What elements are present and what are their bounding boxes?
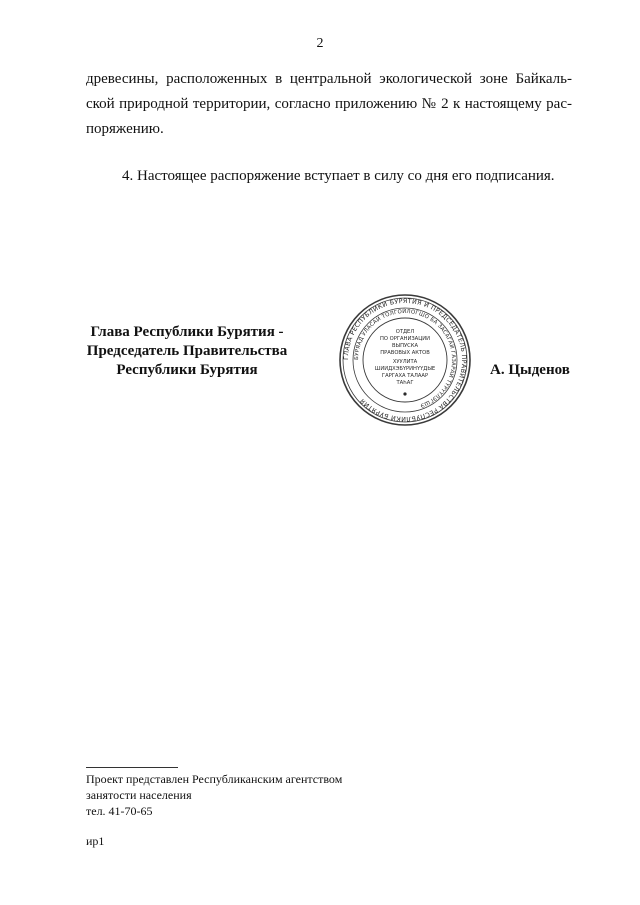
page-number: 2 (316, 36, 324, 51)
signatory-title (60, 323, 314, 380)
footnote-divider (86, 767, 178, 768)
signatory-name: А. Цыденов (490, 362, 570, 378)
document-code: ир1 (86, 834, 105, 848)
paragraph-3-continuation (86, 67, 572, 142)
seal-center-line: ГАРГАХА ТАЛААР (381, 373, 429, 379)
seal-center-line: ОТДЕЛ (395, 329, 415, 335)
seal-center-line: ПРАВОВЫХ АКТОВ (380, 350, 430, 356)
seal-center-line: ШИИДХЭБҮРИНҮҮДЫЕ (374, 366, 436, 372)
seal-center-line: ХУУЛИТА (392, 359, 418, 365)
seal-inner-ring-text: БУРЯАД УЛАСАЙ ТОЛГОЙЛОГШО БА ЗАСАГАЙ ГАЗАРАЙ ТҮРҮҮЛЭГШЭ (353, 308, 457, 409)
seal-center-line: ВЫПУСКА (391, 343, 419, 349)
paragraph-4: 4. Настоящее распоряжение вступает в силу со дня его подписания. (122, 168, 555, 184)
signatory-title-line: Председатель Правительства (86, 343, 288, 359)
signatory-title-line: Республики Бурятия (116, 362, 258, 378)
footnote-line: тел. 41-70-65 (86, 804, 153, 818)
signatory-title-line: Глава Республики Бурятия - (90, 324, 284, 340)
seal-dot (403, 392, 406, 395)
footnote-line: Проект представлен Республиканским агентством (86, 772, 343, 786)
footnote-line: занятости населения (86, 788, 192, 802)
official-seal-stamp (338, 293, 472, 427)
seal-center-line: ПО ОРГАНИЗАЦИИ (379, 336, 431, 342)
seal-outer-ring-text: ГЛАВА РЕСПУБЛИКИ БУРЯТИЯ И ПРЕДСЕДАТЕЛЬ ПРАВИТЕЛЬСТВА РЕСПУБЛИКИ БУРЯТИЯ (342, 297, 468, 423)
paragraph-line: ской природной территории, согласно приложению № 2 к настоящему рас- (86, 96, 572, 112)
paragraph-line: поряжению. (86, 121, 164, 137)
paragraph-line: древесины, расположенных в центральной экологической зоне Байкаль- (86, 71, 572, 87)
footnote (86, 771, 342, 819)
seal-center-line: ТАҺАГ (396, 380, 414, 386)
